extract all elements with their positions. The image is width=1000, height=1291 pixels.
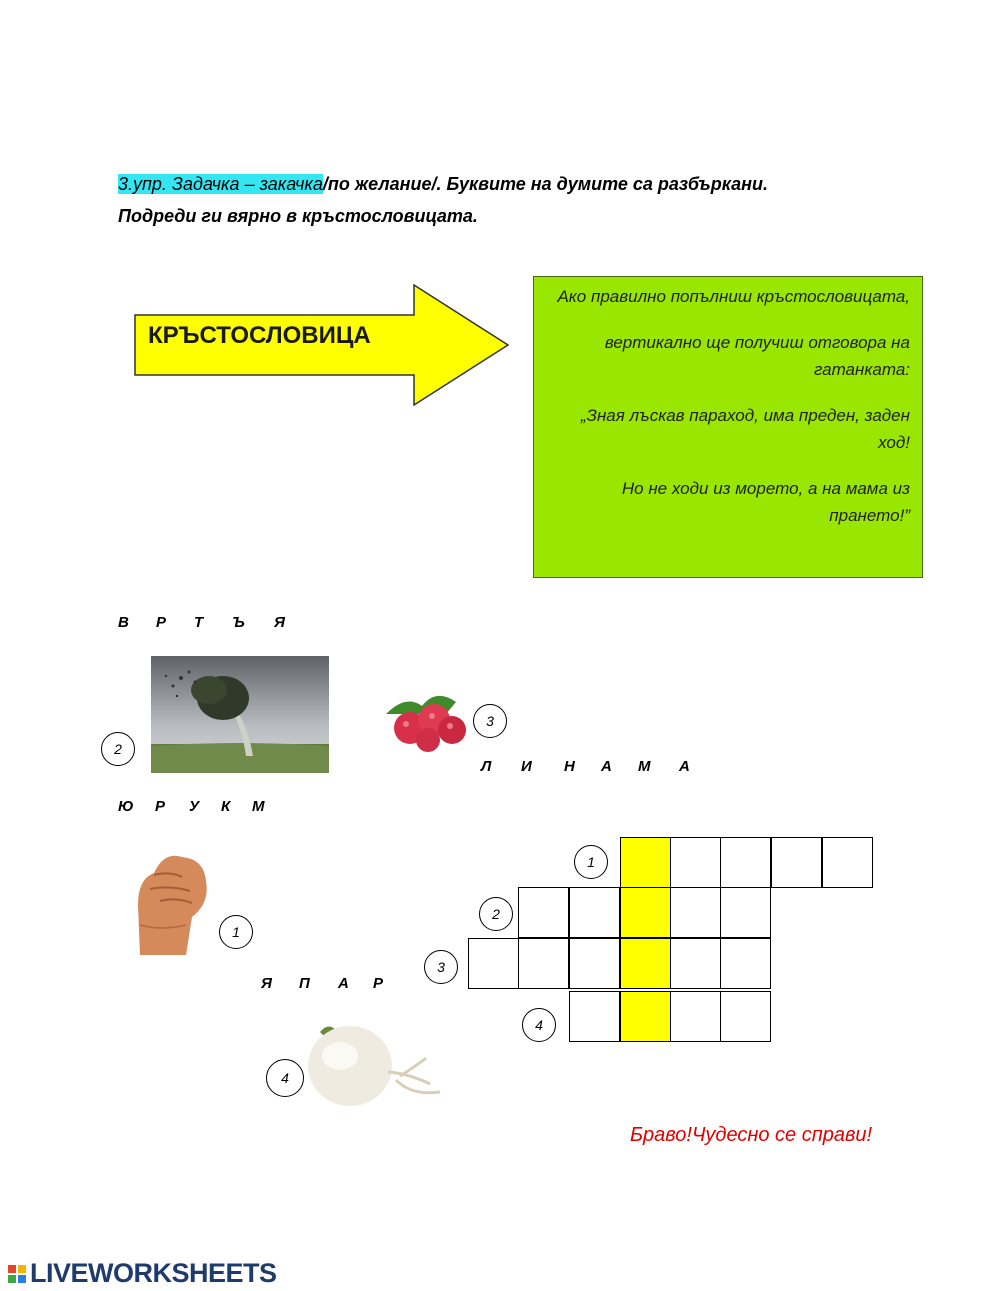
logo-text: LIVEWORKSHEETS (30, 1258, 277, 1288)
row-number-4: 4 (522, 1008, 556, 1042)
crossword-cell[interactable] (620, 991, 671, 1042)
crossword-cell[interactable] (720, 938, 771, 989)
crossword-cell[interactable] (518, 887, 569, 938)
crossword-cell[interactable] (620, 938, 671, 989)
crossword-cell[interactable] (518, 938, 569, 989)
riddle-paragraph: Но не ходи из морето, а на мама из прането!” (621, 479, 910, 525)
crossword-cell[interactable] (569, 938, 620, 989)
row-number-3: 3 (424, 950, 458, 984)
bravo-text: Браво!Чудесно се справи! (630, 1124, 873, 1146)
crossword-cell[interactable] (720, 991, 771, 1042)
letter: А (679, 758, 690, 775)
letter: Ю (118, 798, 134, 815)
scrambled-word-3 (481, 758, 699, 775)
riddle-box (533, 276, 923, 578)
crossword-cell[interactable] (771, 837, 822, 888)
crossword-cell[interactable] (670, 837, 721, 888)
crossword-cell[interactable] (822, 837, 873, 888)
riddle-paragraph: вертикално ще получиш отговора на гатанката: (604, 333, 910, 379)
letter: У (189, 798, 200, 815)
windy-tree-picture (151, 656, 329, 773)
crossword-cell[interactable] (670, 938, 721, 989)
crossword-cell[interactable] (569, 991, 620, 1042)
scrambled-word-1 (118, 798, 272, 815)
row-number-1: 1 (574, 845, 608, 879)
fist-picture (130, 845, 210, 955)
letter: П (299, 975, 310, 992)
logo-icon (8, 1265, 26, 1283)
letter: Р (156, 614, 167, 631)
row-number-2: 2 (479, 897, 513, 931)
letter: А (601, 758, 612, 775)
number-circle-2: 2 (101, 732, 135, 766)
crossword-cell[interactable] (569, 887, 620, 938)
letter: К (221, 798, 231, 815)
crossword-cell[interactable] (720, 887, 771, 938)
letter: Ъ (232, 614, 245, 631)
letter: В (118, 614, 129, 631)
number-circle-4-picture: 4 (266, 1059, 304, 1097)
letter: А (338, 975, 349, 992)
letter: М (252, 798, 265, 815)
letter: Я (274, 614, 285, 631)
crossword-cell[interactable] (620, 887, 671, 938)
turnip-picture (300, 1012, 450, 1114)
crossword-cell[interactable] (468, 938, 519, 989)
letter: Р (155, 798, 166, 815)
liveworksheets-logo (8, 1258, 277, 1289)
raspberries-picture (376, 684, 472, 754)
letter: Я (261, 975, 272, 992)
scrambled-word-2 (118, 614, 294, 631)
crossword-cell[interactable] (670, 991, 721, 1042)
riddle-paragraph: „Зная лъскав параход, има преден, заден ход! (580, 406, 910, 452)
letter: Т (194, 614, 204, 631)
instruction-rest: /по желание/. Буквите на думите са разбъркани. (322, 174, 769, 194)
letter: Л (481, 758, 492, 775)
crossword-cell[interactable] (720, 837, 771, 888)
letter: Р (373, 975, 384, 992)
letter: Н (564, 758, 575, 775)
number-circle-1-picture: 1 (219, 915, 253, 949)
letter: М (638, 758, 651, 775)
instruction-line2: Подреди ги вярно в кръстословицата. (118, 206, 478, 226)
scrambled-word-4 (261, 975, 393, 992)
instruction-highlight: 3.упр. Задачка – закачка (118, 174, 323, 194)
arrow-label: КРЪСТОСЛОВИЦА (148, 322, 371, 349)
number-circle-3-picture: 3 (473, 704, 507, 738)
crossword-cell[interactable] (620, 837, 671, 888)
crossword-cell[interactable] (670, 887, 721, 938)
letter: И (521, 758, 532, 775)
riddle-paragraph: Ако правилно попълниш кръстословицата, (557, 287, 910, 306)
instruction-text (118, 168, 918, 232)
